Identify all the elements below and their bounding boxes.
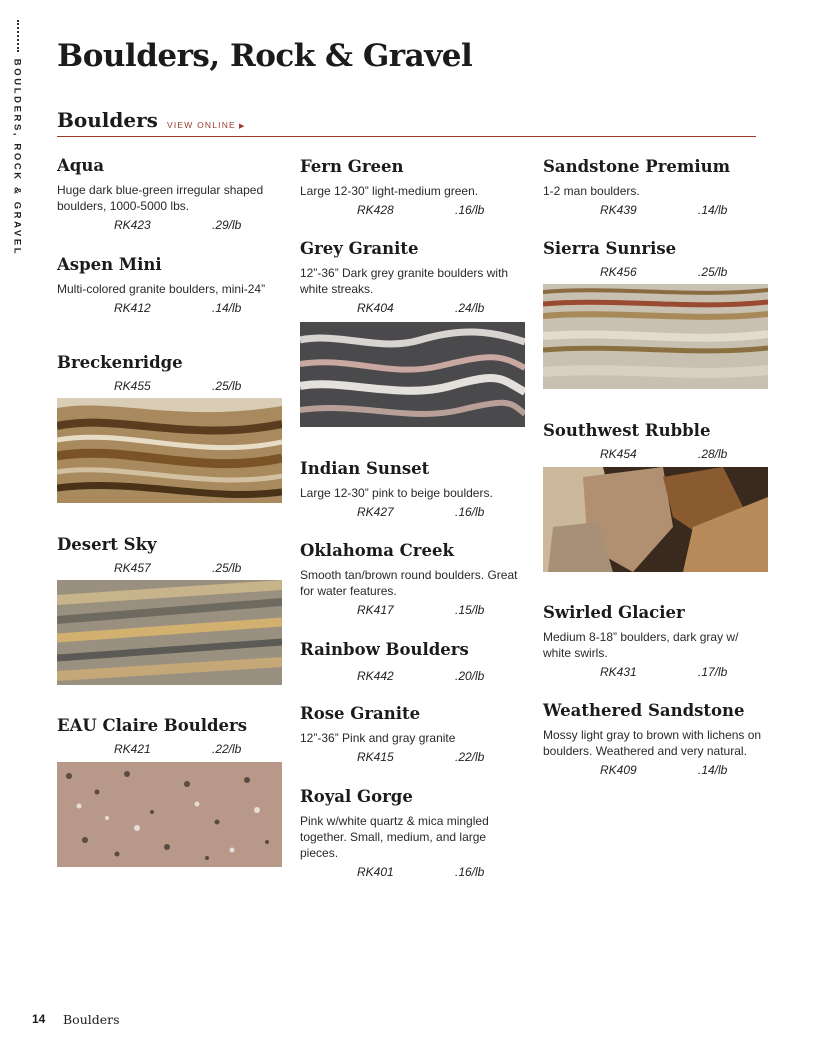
product-description: 12”-36” Pink and gray granite xyxy=(300,731,456,745)
product-price: .16/lb xyxy=(455,505,485,519)
product-name: Southwest Rubble xyxy=(543,421,711,440)
product-name: Weathered Sandstone xyxy=(543,701,745,720)
product-name: Rainbow Boulders xyxy=(300,640,469,659)
sku-price-row xyxy=(543,265,769,283)
view-online-label: VIEW ONLINE xyxy=(167,120,236,130)
product-price: .22/lb xyxy=(455,750,485,764)
breckenridge-photo xyxy=(57,398,282,503)
product-name: Aqua xyxy=(57,156,105,175)
product-name: Grey Granite xyxy=(300,239,419,258)
product-sku: RK417 xyxy=(357,603,394,617)
sierra-sunrise-photo xyxy=(543,284,768,389)
product-price: .25/lb xyxy=(212,379,242,393)
product-price: .28/lb xyxy=(698,447,728,461)
product-price: .25/lb xyxy=(212,561,242,575)
product-name: Aspen Mini xyxy=(57,255,162,274)
product-price: .25/lb xyxy=(698,265,728,279)
product-description: Pink w/white quartz & mica mingled together. Small, medium, and large pieces. xyxy=(300,814,489,860)
product-breckenridge xyxy=(57,353,283,397)
product-description: Medium 8-18” boulders, dark gray w/ white swirls. xyxy=(543,630,739,660)
product-eau-claire-boulders xyxy=(57,716,283,760)
product-price: .17/lb xyxy=(698,665,728,679)
product-name: Sandstone Premium xyxy=(543,157,731,176)
product-sku: RK439 xyxy=(600,203,637,217)
sku-price-row xyxy=(300,750,526,768)
view-online-link[interactable] xyxy=(167,120,246,130)
product-sku: RK455 xyxy=(114,379,151,393)
product-sku: RK427 xyxy=(357,505,394,519)
product-sku: RK456 xyxy=(600,265,637,279)
product-description: Large 12-30” light-medium green. xyxy=(300,184,479,198)
desert-sky-photo xyxy=(57,580,282,685)
sku-price-row xyxy=(300,603,526,621)
product-description: 12”-36” Dark grey granite boulders with white streaks. xyxy=(300,266,509,296)
sku-price-row xyxy=(57,301,283,319)
product-description: Multi-colored granite boulders, mini-24” xyxy=(57,282,266,296)
section-title: Boulders xyxy=(57,108,158,132)
product-name: Desert Sky xyxy=(57,535,157,554)
product-sku: RK401 xyxy=(357,865,394,879)
southwest-rubble-photo xyxy=(543,467,768,572)
section-header xyxy=(57,106,756,137)
product-sandstone-premium xyxy=(543,157,769,221)
eau-claire-photo xyxy=(57,762,282,867)
sku-price-row xyxy=(300,865,526,883)
product-price: .24/lb xyxy=(455,301,485,315)
sku-price-row xyxy=(300,505,526,523)
product-price: .14/lb xyxy=(698,203,728,217)
sku-price-row xyxy=(543,203,769,221)
sku-price-row xyxy=(300,669,526,687)
product-name: Royal Gorge xyxy=(300,787,413,806)
product-description: Mossy light gray to brown with lichens on boulders. Weathered and very natural. xyxy=(543,728,762,758)
product-price: .14/lb xyxy=(212,301,242,315)
product-name: Oklahoma Creek xyxy=(300,541,454,560)
product-sku: RK454 xyxy=(600,447,637,461)
side-section-label xyxy=(9,20,27,257)
product-price: .16/lb xyxy=(455,865,485,879)
product-sku: RK421 xyxy=(114,742,151,756)
side-label-text: BOULDERS, ROCK & GRAVEL xyxy=(11,58,23,257)
footer-section-label: Boulders xyxy=(63,1012,120,1027)
dotted-leader xyxy=(17,20,19,52)
product-swirled-glacier xyxy=(543,603,769,683)
sku-price-row xyxy=(57,742,283,760)
product-name: Fern Green xyxy=(300,157,404,176)
grey-granite-photo xyxy=(300,322,525,427)
product-price: .14/lb xyxy=(698,763,728,777)
product-oklahoma-creek xyxy=(300,541,526,621)
product-name: Breckenridge xyxy=(57,353,183,372)
product-description: Smooth tan/brown round boulders. Great for water features. xyxy=(300,568,518,598)
product-sku: RK442 xyxy=(357,669,394,683)
sku-price-row xyxy=(300,203,526,221)
product-name: Swirled Glacier xyxy=(543,603,685,622)
sku-price-row xyxy=(57,218,283,236)
product-sku: RK457 xyxy=(114,561,151,575)
product-rose-granite xyxy=(300,704,526,768)
play-arrow-icon: ▶ xyxy=(238,123,246,130)
product-indian-sunset xyxy=(300,459,526,523)
product-sku: RK409 xyxy=(600,763,637,777)
product-sku: RK423 xyxy=(114,218,151,232)
product-sku: RK431 xyxy=(600,665,637,679)
product-price: .22/lb xyxy=(212,742,242,756)
product-southwest-rubble xyxy=(543,421,769,465)
sku-price-row xyxy=(543,763,769,781)
product-aqua xyxy=(57,156,283,236)
product-description: Large 12-30” pink to beige boulders. xyxy=(300,486,493,500)
page-number: 14 xyxy=(32,1012,46,1026)
product-sku: RK404 xyxy=(357,301,394,315)
product-aspen-mini xyxy=(57,255,283,319)
product-desert-sky xyxy=(57,535,283,579)
product-fern-green xyxy=(300,157,526,221)
sku-price-row xyxy=(543,447,769,465)
page-title: Boulders, Rock & Gravel xyxy=(57,38,473,74)
product-royal-gorge xyxy=(300,787,526,883)
product-price: .15/lb xyxy=(455,603,485,617)
product-grey-granite xyxy=(300,239,526,319)
product-price: .29/lb xyxy=(212,218,242,232)
sku-price-row xyxy=(57,561,283,579)
product-sierra-sunrise xyxy=(543,239,769,283)
product-price: .16/lb xyxy=(455,203,485,217)
product-name: Rose Granite xyxy=(300,704,421,723)
product-weathered-sandstone xyxy=(543,701,769,781)
product-sku: RK428 xyxy=(357,203,394,217)
product-price: .20/lb xyxy=(455,669,485,683)
product-name: Indian Sunset xyxy=(300,459,430,478)
product-name: EAU Claire Boulders xyxy=(57,716,248,735)
product-description: Huge dark blue-green irregular shaped boulders, 1000-5000 lbs. xyxy=(57,183,264,213)
product-description: 1-2 man boulders. xyxy=(543,184,640,198)
product-name: Sierra Sunrise xyxy=(543,239,677,258)
product-sku: RK412 xyxy=(114,301,151,315)
sku-price-row xyxy=(57,379,283,397)
product-rainbow-boulders xyxy=(300,640,526,687)
sku-price-row xyxy=(300,301,526,319)
sku-price-row xyxy=(543,665,769,683)
product-sku: RK415 xyxy=(357,750,394,764)
